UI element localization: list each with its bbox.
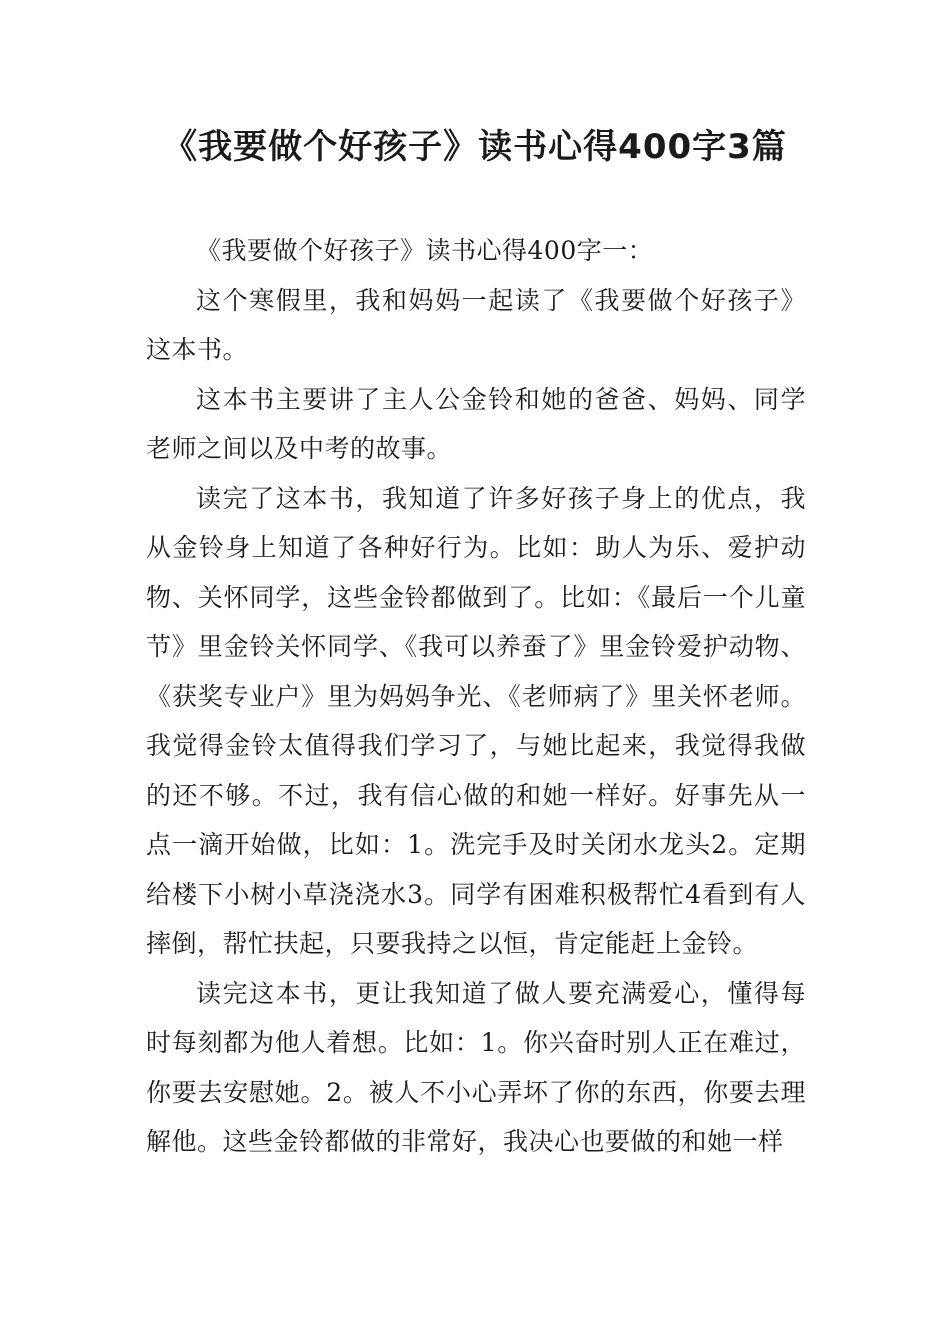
paragraph-2: 这个寒假里，我和妈妈一起读了《我要做个好孩子》这本书。: [146, 285, 806, 364]
paragraph-3: 这本书主要讲了主人公金铃和她的爸爸、妈妈、同学老师之间以及中考的故事。: [146, 384, 806, 463]
document-body: [146, 226, 806, 1167]
paragraph-1: 《我要做个好孩子》读书心得400字一：: [196, 236, 654, 265]
page-title: 《我要做个好孩子》读书心得400字3篇: [163, 127, 787, 167]
paragraph-5: 读完这本书，更让我知道了做人要充满爱心，懂得每时每刻都为他人着想。比如：1。你兴奋时别人正在难过，你要去安慰她。2。被人不小心弄坏了你的东西，你要去理解他。这些金铃都做的非常好，我决心也要做的和她一样: [146, 978, 806, 1156]
paragraph-4: 读完了这本书，我知道了许多好孩子身上的优点，我从金铃身上知道了各种好行为。比如：助人为乐、爱护动物、关怀同学，这些金铃都做到了。比如：《最后一个儿童节》里金铃关怀同学、《我可以养蚕了》里金铃爱护动物、《获奖专业户》里为妈妈争光、《老师病了》里关怀老师。我觉得金铃太值得我们学习了，与她比起来，我觉得我做的还不够。不过，我有信心做的和她一样好。好事先从一点一滴开始做，比如：1。洗完手及时关闭水龙头2。定期给楼下小树小草浇浇水3。同学有困难积极帮忙4看到有人摔倒，帮忙扶起，只要我持之以恒，肯定能赶上金铃。: [146, 483, 806, 958]
